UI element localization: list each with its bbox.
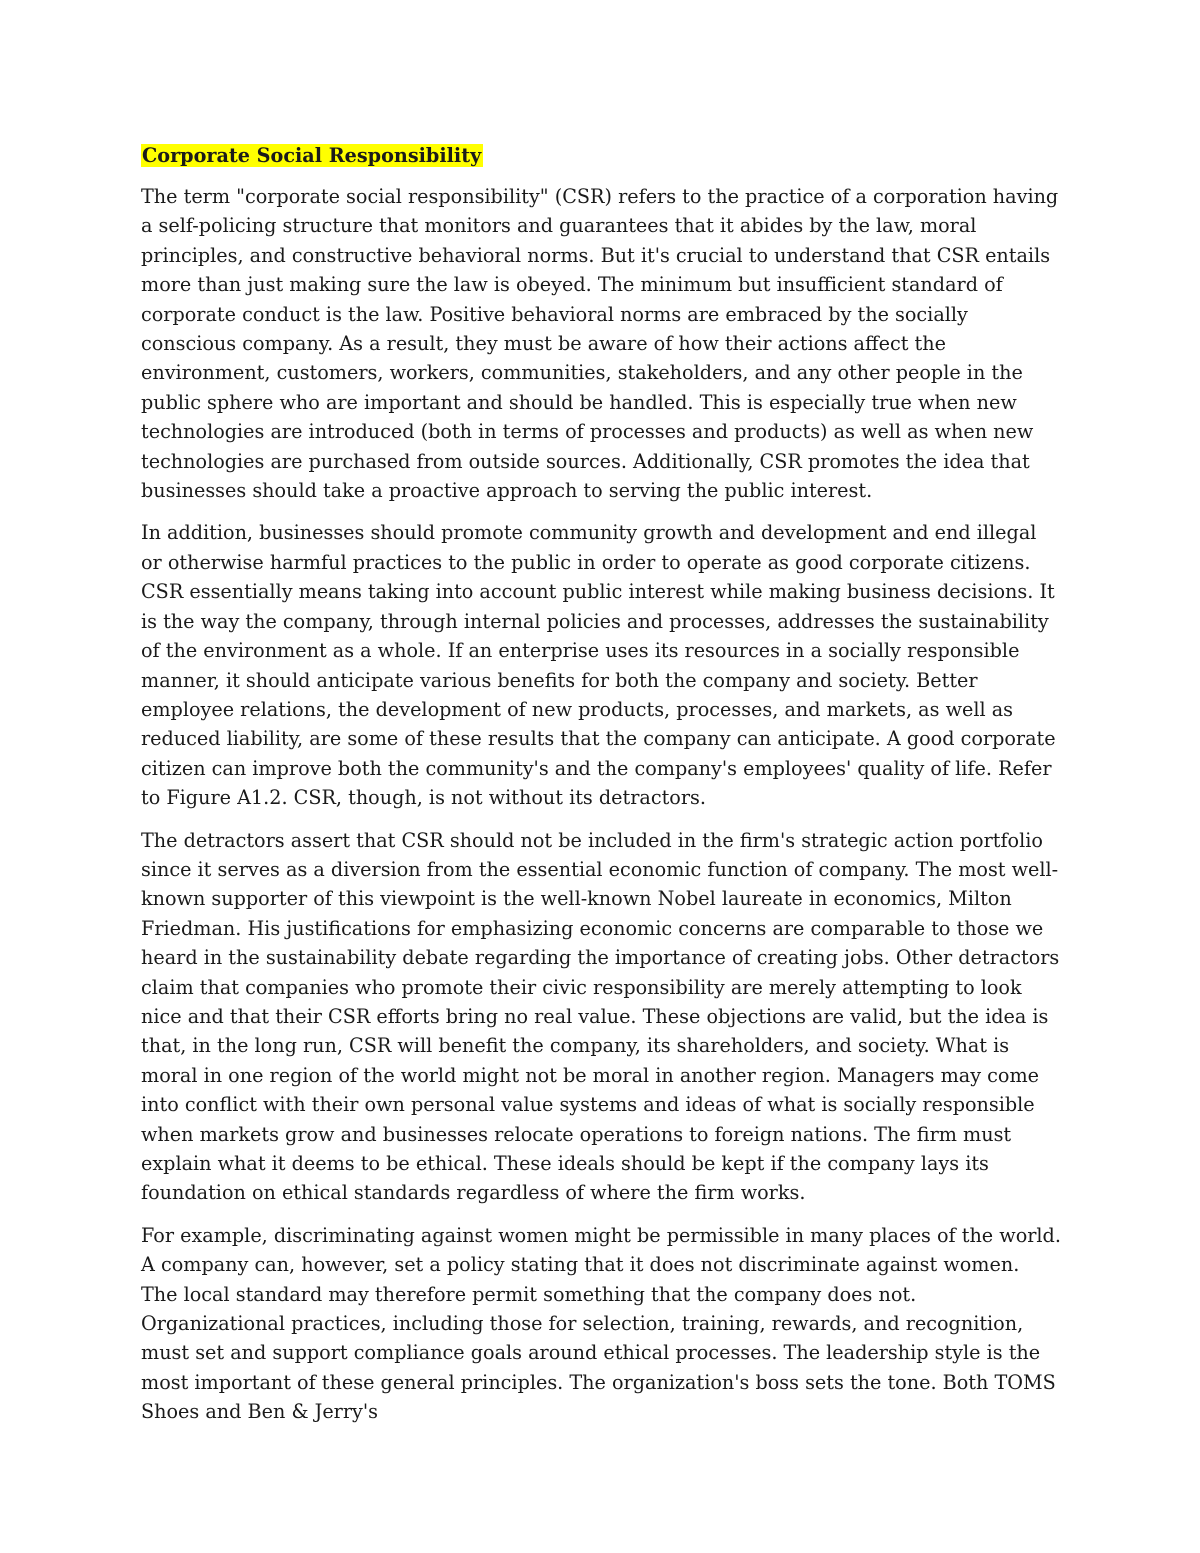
- paragraph-2: In addition, businesses should promote community growth and development and end illegal or otherwise harmful practices to the public in order to operate as good corporate citizens. CSR essentially means taking into account public interest while making business decisions. It is the way the company, through internal policies and processes, addresses the sustainability of the environment as a whole. If an enterprise uses its resources in a socially responsible manner, it should anticipate various benefits for both the company and society. Better employee relations, the development of new products, processes, and markets, as well as reduced liability, are some of these results that the company can anticipate. A good corporate citizen can improve both the community's and the company's employees' quality of life. Refer to Figure A1.2. CSR, though, is not without its detractors.: [141, 521, 1056, 810]
- title-highlight: Corporate Social Responsibility: [142, 144, 482, 167]
- document-title: [141, 140, 1061, 172]
- document-body: [141, 140, 1061, 1440]
- paragraph-3: The detractors assert that CSR should not be included in the firm's strategic action portfolio since it serves as a diversion from the essential economic function of company. The most well-known supporter of this viewpoint is the well-known Nobel laureate in economics, Milton Friedman. His justifications for emphasizing economic concerns are comparable to those we heard in the sustainability debate regarding the importance of creating jobs. Other detractors claim that companies who promote their civic responsibility are merely attempting to look nice and that their CSR efforts bring no real value. These objections are valid, but the idea is that, in the long run, CSR will benefit the company, its shareholders, and society. What is moral in one region of the world might not be moral in another region. Managers may come into conflict with their own personal value systems and ideas of what is socially responsible when markets grow and businesses relocate operations to foreign nations. The firm must explain what it deems to be ethical. These ideals should be kept if the company lays its foundation on ethical standards regardless of where the firm works.: [141, 828, 1060, 1205]
- paragraph-1: The term "corporate social responsibility" (CSR) refers to the practice of a corporation having a self-policing structure that monitors and guarantees that it abides by the law, moral principles, and constructive behavioral norms. But it's crucial to understand that CSR entails more than just making sure the law is obeyed. The minimum but insufficient standard of corporate conduct is the law. Positive behavioral norms are embraced by the socially conscious company. As a result, they must be aware of how their actions affect the environment, customers, workers, communities, stakeholders, and any other people in the public sphere who are important and should be handled. This is especially true when new technologies are introduced (both in terms of processes and products) as well as when new technologies are purchased from outside sources. Additionally, CSR promotes the idea that businesses should take a proactive approach to serving the public interest.: [141, 185, 1059, 503]
- paragraph-4: For example, discriminating against women might be permissible in many places of the world. A company can, however, set a policy stating that it does not discriminate against women. The local standard may therefore permit something that the company does not. Organizational practices, including those for selection, training, rewards, and recognition, must set and support compliance goals around ethical processes. The leadership style is the most important of these general principles. The organization's boss sets the tone. Both TOMS Shoes and Ben & Jerry's: [141, 1223, 1061, 1424]
